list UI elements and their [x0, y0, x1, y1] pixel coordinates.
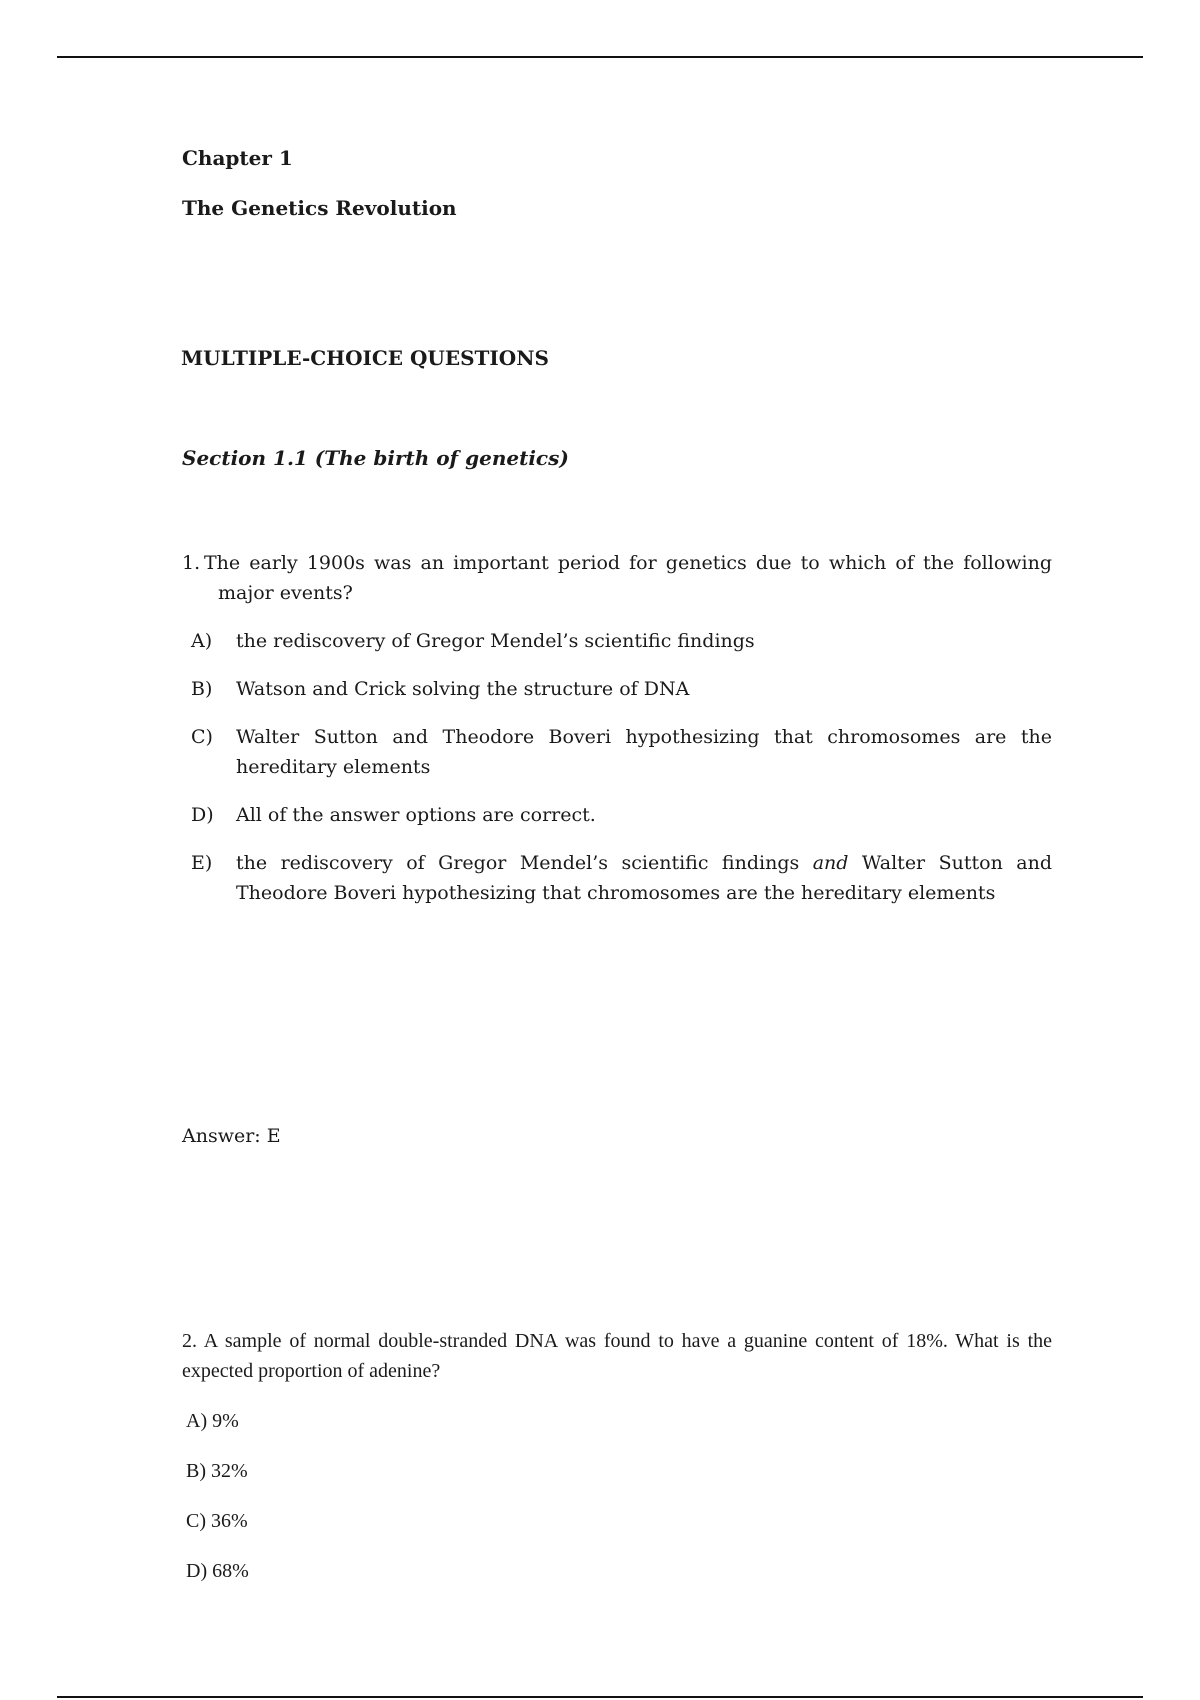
- option-text: Watson and Crick solving the structure of DNA: [236, 678, 690, 700]
- option-text: Walter Sutton and Theodore Boveri hypothesizing that chromosomes are the hereditary elements: [236, 726, 1052, 778]
- option-c: [191, 722, 1052, 782]
- option-text: 32%: [211, 1460, 248, 1482]
- option-text-part: Walter Sutton and Theodore Boveri hypothesizing that chromosomes are the hereditary elements: [236, 852, 1052, 904]
- question-text: A sample of normal double-stranded DNA was found to have a guanine content of 18%. What is the expected proportion of adenine?: [182, 1330, 1053, 1382]
- option-b: [186, 1456, 1052, 1486]
- option-letter: B): [186, 1460, 206, 1482]
- option-letter: A): [191, 630, 213, 652]
- chapter-title: The Genetics Revolution: [182, 196, 457, 220]
- answer-options: [182, 626, 1052, 908]
- option-text: the rediscovery of Gregor Mendel’s scientific findings: [236, 630, 755, 652]
- option-letter: C): [186, 1510, 206, 1532]
- option-b: [191, 674, 1052, 704]
- option-text: 68%: [212, 1560, 249, 1582]
- option-letter: D): [186, 1560, 208, 1582]
- question-stem: [182, 1326, 1052, 1386]
- question-2: [182, 1326, 1052, 1586]
- top-rule: [57, 56, 1143, 58]
- question-number: 1.: [182, 552, 201, 574]
- option-letter: E): [191, 852, 213, 874]
- bottom-rule: [57, 1696, 1143, 1698]
- section-heading: Section 1.1 (The birth of genetics): [182, 446, 569, 470]
- option-text: 9%: [212, 1410, 239, 1432]
- option-d: [186, 1556, 1052, 1586]
- chapter-label: Chapter 1: [182, 146, 293, 170]
- question-1: [182, 548, 1052, 908]
- question-number: 2.: [182, 1330, 197, 1352]
- option-letter: D): [191, 804, 214, 826]
- question-text: The early 1900s was an important period for genetics due to which of the following major events?: [204, 552, 1052, 604]
- option-c: [186, 1506, 1052, 1536]
- option-a: [186, 1406, 1052, 1436]
- multiple-choice-heading: MULTIPLE-CHOICE QUESTIONS: [181, 346, 549, 370]
- option-text: All of the answer options are correct.: [236, 804, 596, 826]
- option-a: [191, 626, 1052, 656]
- option-letter: A): [186, 1410, 208, 1432]
- option-text-part: the rediscovery of Gregor Mendel’s scientific findings: [236, 852, 813, 874]
- option-letter: B): [191, 678, 213, 700]
- option-letter: C): [191, 726, 213, 748]
- option-text: 36%: [211, 1510, 248, 1532]
- option-text-italic: and: [812, 852, 849, 874]
- answer-key: Answer: E: [182, 1125, 281, 1147]
- answer-options: [182, 1406, 1052, 1586]
- option-e: [191, 848, 1052, 908]
- question-stem: [182, 548, 1052, 608]
- option-d: [191, 800, 1052, 830]
